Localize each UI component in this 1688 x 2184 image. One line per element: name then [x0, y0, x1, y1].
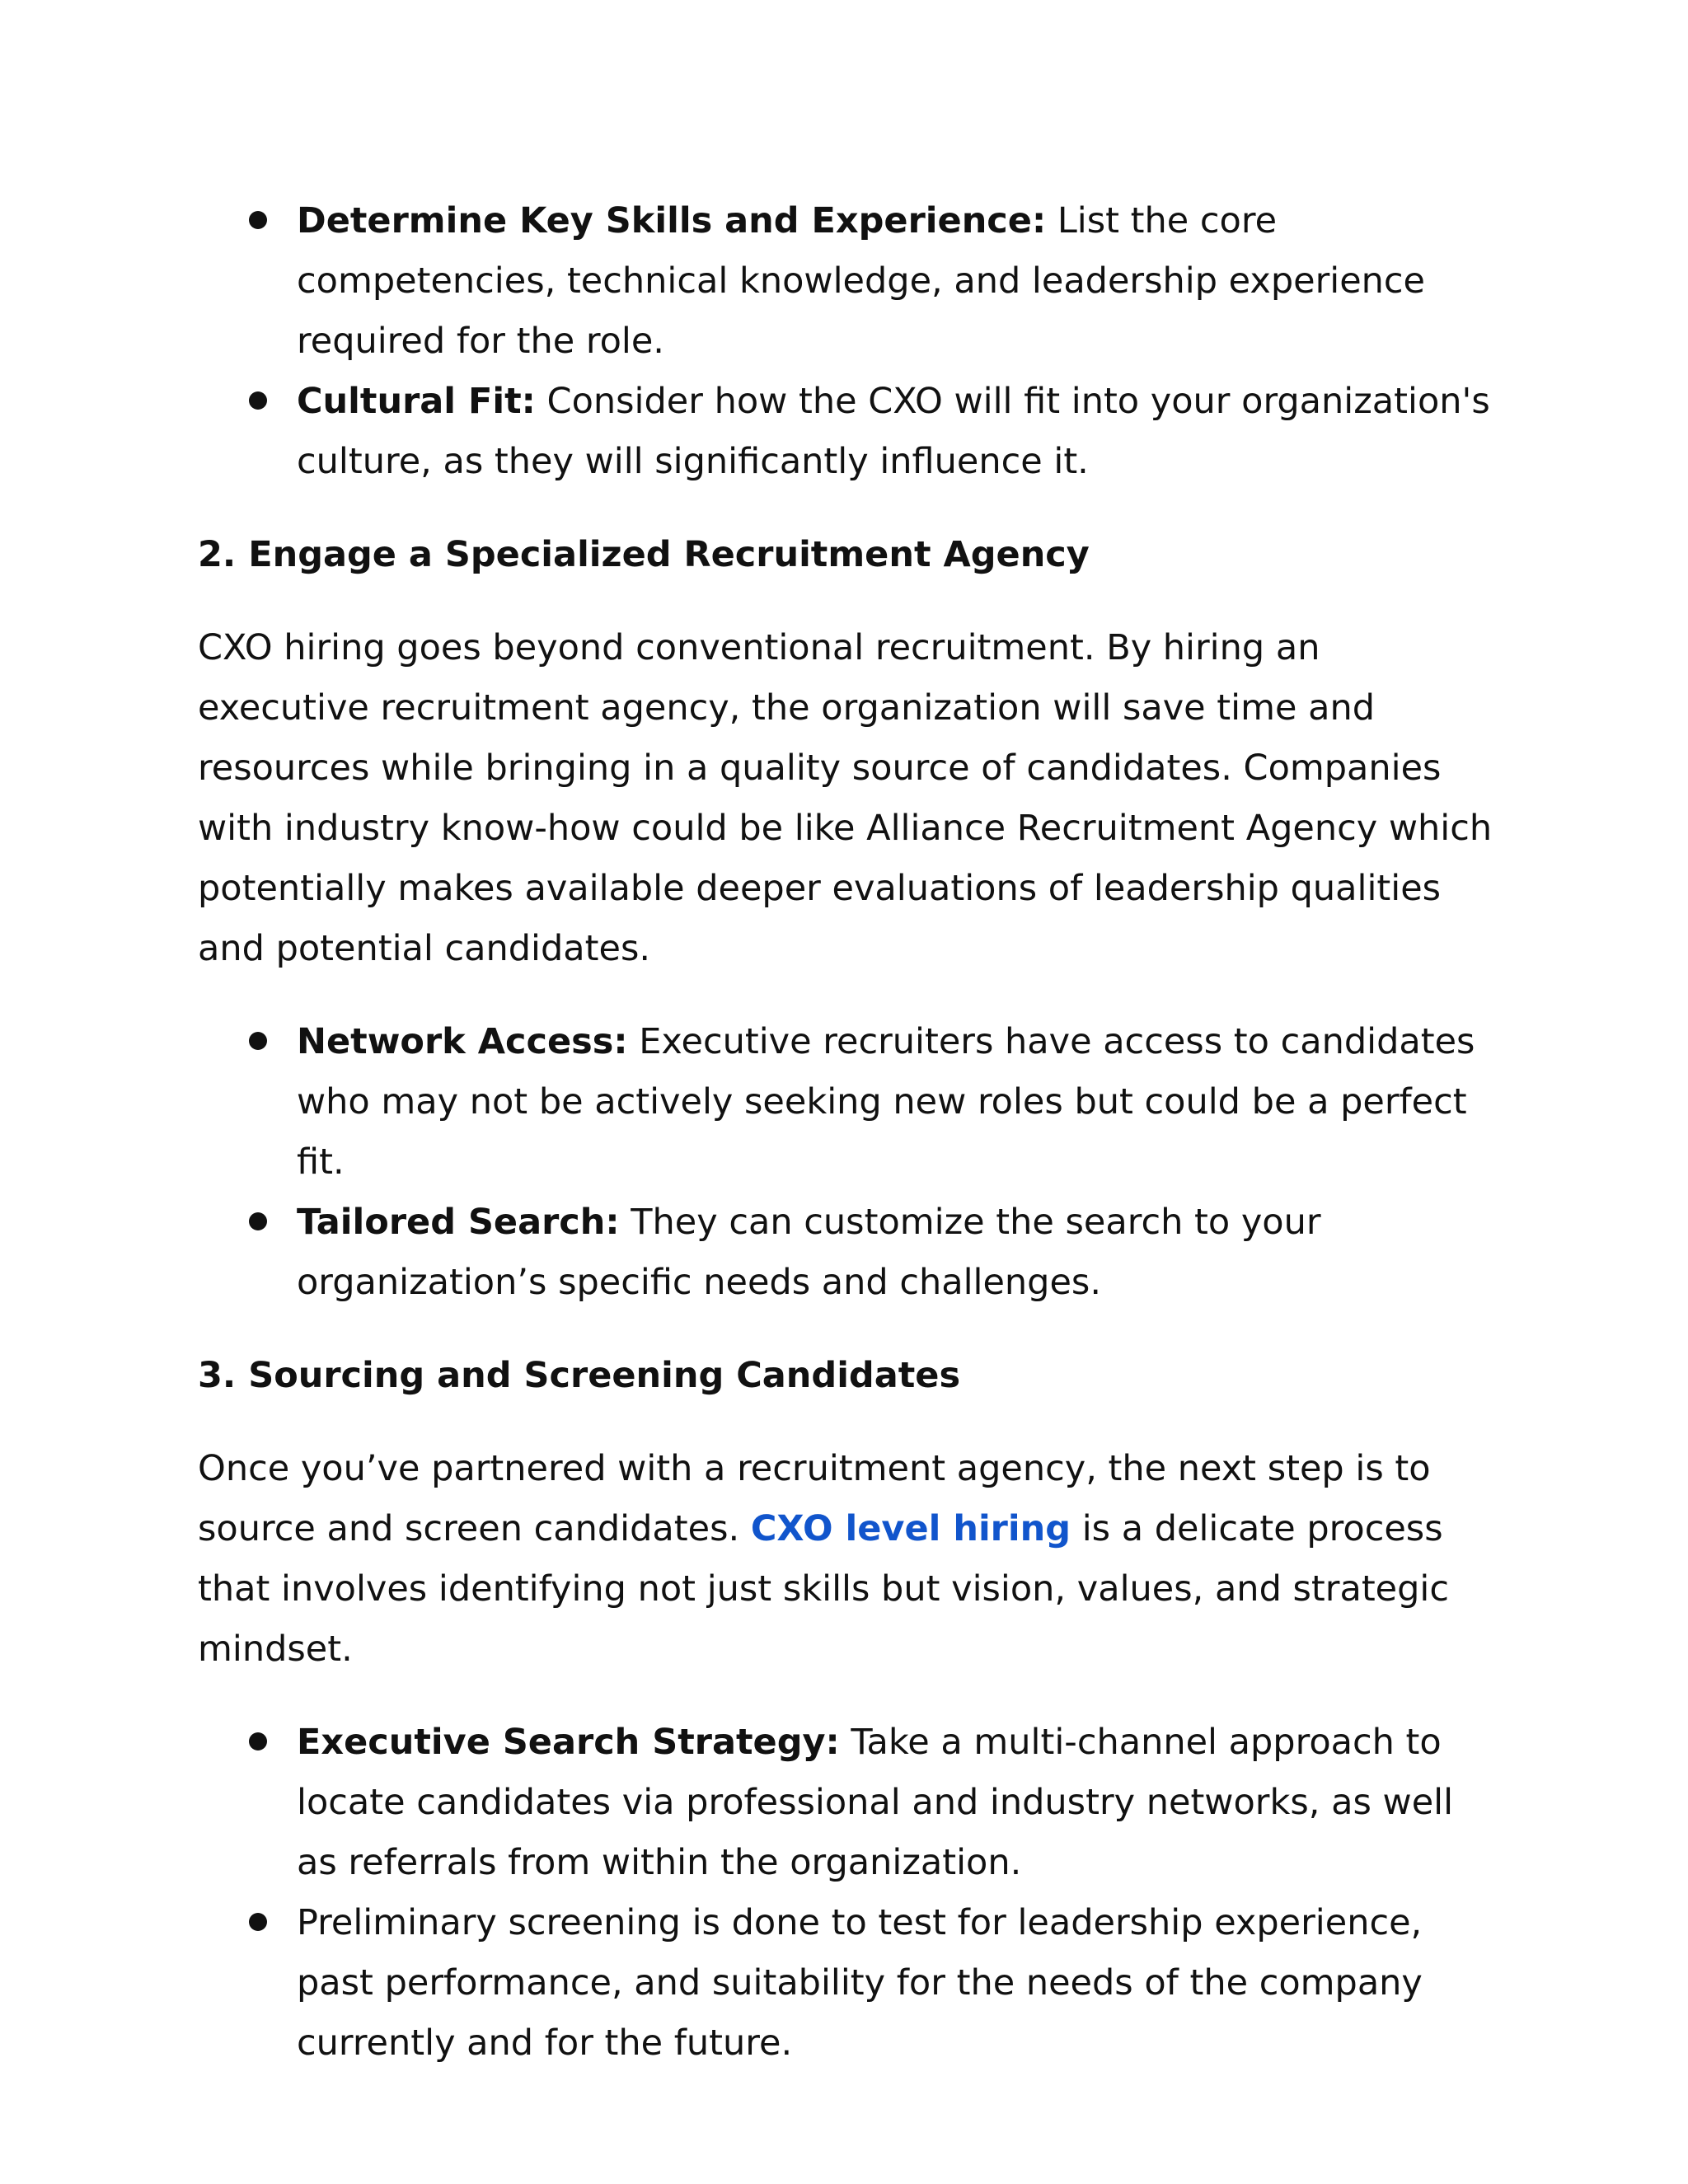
list-item [198, 1893, 1500, 2074]
list-item [198, 372, 1500, 492]
bullet-icon [249, 1913, 267, 1931]
bullet-text: Preliminary screening is done to test for leadership experience, past performance, and suitability for the needs of the company currently and for the future. [297, 1902, 1423, 2064]
list-item [198, 1012, 1500, 1193]
bullet-term: Network Access: [297, 1021, 628, 1062]
section1-bullet-list [198, 191, 1500, 492]
bullet-icon [249, 211, 267, 229]
bullet-term: Determine Key Skills and Experience: [297, 200, 1047, 241]
bullet-icon [249, 1032, 267, 1050]
bullet-icon [249, 1732, 267, 1750]
paragraph-text: Once you’ve partnered with a recruitment agency, the next step is to source and screen candidates. [198, 1448, 1431, 1549]
bullet-text: Take a multi-channel approach to locate candidates via professional and industry networks, as well as referrals from within the organization. [297, 1722, 1454, 1883]
bullet-icon [249, 391, 267, 410]
section3-bullet-list [198, 1713, 1500, 2074]
section3-paragraph [198, 1439, 1500, 1680]
section2-heading: 2. Engage a Specialized Recruitment Agency [198, 534, 1090, 575]
bullet-text: They can customize the search to your organization’s specific needs and challenges. [297, 1202, 1321, 1303]
cxo-level-hiring-link[interactable]: CXO level hiring [750, 1508, 1071, 1549]
bullet-text: Executive recruiters have access to candidates who may not be actively seeking new roles but could be a perfect fit. [297, 1021, 1475, 1183]
bullet-term: Tailored Search: [297, 1202, 620, 1243]
bullet-term: Executive Search Strategy: [297, 1722, 840, 1763]
section3-heading: 3. Sourcing and Screening Candidates [198, 1355, 961, 1396]
bullet-text: List the core competencies, technical knowledge, and leadership experience required for the role. [297, 200, 1426, 362]
list-item [198, 1713, 1500, 1893]
bullet-term: Cultural Fit: [297, 381, 536, 422]
paragraph-text: is a delicate process that involves identifying not just skills but vision, values, and strategic mindset. [198, 1508, 1450, 1670]
section2-bullet-list [198, 1012, 1500, 1313]
list-item [198, 1193, 1500, 1313]
bullet-icon [249, 1212, 267, 1230]
section2-paragraph: CXO hiring goes beyond conventional recruitment. By hiring an executive recruitment agency, the organization will save time and resources while bringing in a quality source of candidates. Companies with industry know-how could be like Alliance Recruitment Agency which potentially makes available deeper evaluations of leadership qualities and potential candidates. [198, 627, 1493, 969]
list-item [198, 191, 1500, 372]
bullet-text: Consider how the CXO will fit into your organization's culture, as they will significantly influence it. [297, 381, 1490, 482]
document-page [198, 191, 1500, 2074]
